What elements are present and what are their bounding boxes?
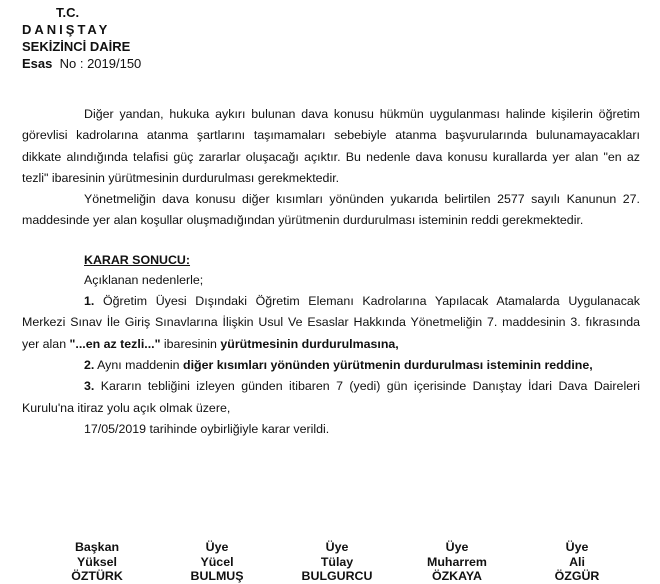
signature-first-name: Yücel (200, 554, 234, 569)
document-body (22, 104, 640, 440)
text-line: Öğretim Üyesi Dışındaki Öğretim Elemanı Kadrolarına Yapılacak Atamalarda (102, 294, 560, 309)
signature-last-name: ÖZTÜRK (71, 569, 123, 583)
bold-text: durdurulmasına, (301, 336, 399, 351)
item-number: 3. (84, 379, 95, 394)
text-line: ibaresinin (160, 336, 221, 351)
signature-role: Üye (325, 540, 349, 554)
tc-label: T.C. (56, 5, 80, 20)
karar-item-3 (22, 376, 640, 419)
signature-last-name: ÖZGÜR (554, 569, 600, 583)
text-line: Bu nedenle dava konusu kurallarda yer alan "en az tezli" ibaresinin yürütmesinin (22, 149, 640, 185)
esas-label: Esas (22, 56, 53, 71)
quoted-phrase: "...en az tezli..." (69, 336, 161, 351)
text-line: Aynı maddenin (97, 357, 183, 372)
signature-role: Üye (565, 540, 589, 554)
text-line: Kararın tebliğini izleyen günden itibaren 7 (yedi) gün içerisinde Danıştay İdari (100, 379, 553, 394)
paragraph-1 (22, 104, 640, 189)
text-line: Uygulanacak Merkezi Sınav İle Giriş Sınavlarına İlişkin Usul Ve Esaslar Hakkında (22, 294, 640, 330)
text-line: durdurulması gerekmektedir. (182, 170, 340, 185)
signature-first-name: Tülay (320, 554, 354, 569)
signature-last-name: BULMUŞ (190, 569, 244, 583)
signature-role: Başkan (74, 540, 120, 554)
text-line: Diğer yandan, hukuka aykırı bulunan dava konusu hükmün uygulanması halinde (84, 107, 546, 121)
chamber-name: SEKİZİNCİ DAİRE (22, 39, 131, 54)
text-line: başvurularında bulunamayacakları dikkate alındığında telafisi güç zararlar oluşacağı açıktır. (22, 128, 640, 164)
text-line: Yönetmeliğin 7. maddesinin 3. fıkrasında yer alan (22, 315, 641, 351)
karar-item-1 (22, 291, 640, 355)
item-number: 1. (84, 294, 95, 309)
item-number: 2. (84, 357, 95, 372)
signature-role: Üye (205, 540, 229, 554)
karar-item-2 (22, 355, 640, 376)
text-line: Yönetmeliğin dava konusu diğer kısımları yönünden yukarıda belirtilen 2577 sayılı (84, 192, 561, 207)
text-line: kişilerin öğretim görevlisi kadrolarına atanma şartlarını taşımamaları sebebiyle atanma (22, 107, 640, 143)
signature-last-name: BULGURCU (301, 569, 373, 583)
karar-intro: Açıklanan nedenlerle; (84, 272, 204, 287)
text-line: Dava Daireleri Kurulu'na itiraz yolu açık olmak üzere, (22, 379, 640, 415)
karar-sonucu-title: KARAR SONUCU: (84, 252, 191, 267)
text-line: isteminin reddi gerekmektedir. (418, 213, 584, 228)
bold-text: yürütmesinin (220, 336, 299, 351)
signature-role: Üye (445, 540, 469, 554)
paragraph-2 (22, 189, 640, 232)
signature-first-name: Muharrem (427, 554, 487, 569)
bold-text: reddine, (544, 357, 593, 372)
document-header (22, 4, 141, 72)
signature-first-name: Yüksel (77, 554, 117, 569)
decision-date-line: 17/05/2019 tarihinde oybirliğiyle karar verildi. (84, 421, 330, 436)
esas-number: No : 2019/150 (59, 56, 142, 71)
signature-last-name: ÖZKAYA (431, 569, 483, 583)
case-number (22, 55, 141, 72)
signature-first-name: Ali (569, 554, 585, 569)
bold-text: diğer kısımları yönünden yürütmenin durdurulması isteminin (183, 357, 542, 372)
text-line: Kanunun 27. maddesinde yer alan koşullar oluşmadığından yürütmenin durdurulması (22, 192, 640, 228)
court-name: DANIŞTAY (22, 22, 111, 37)
